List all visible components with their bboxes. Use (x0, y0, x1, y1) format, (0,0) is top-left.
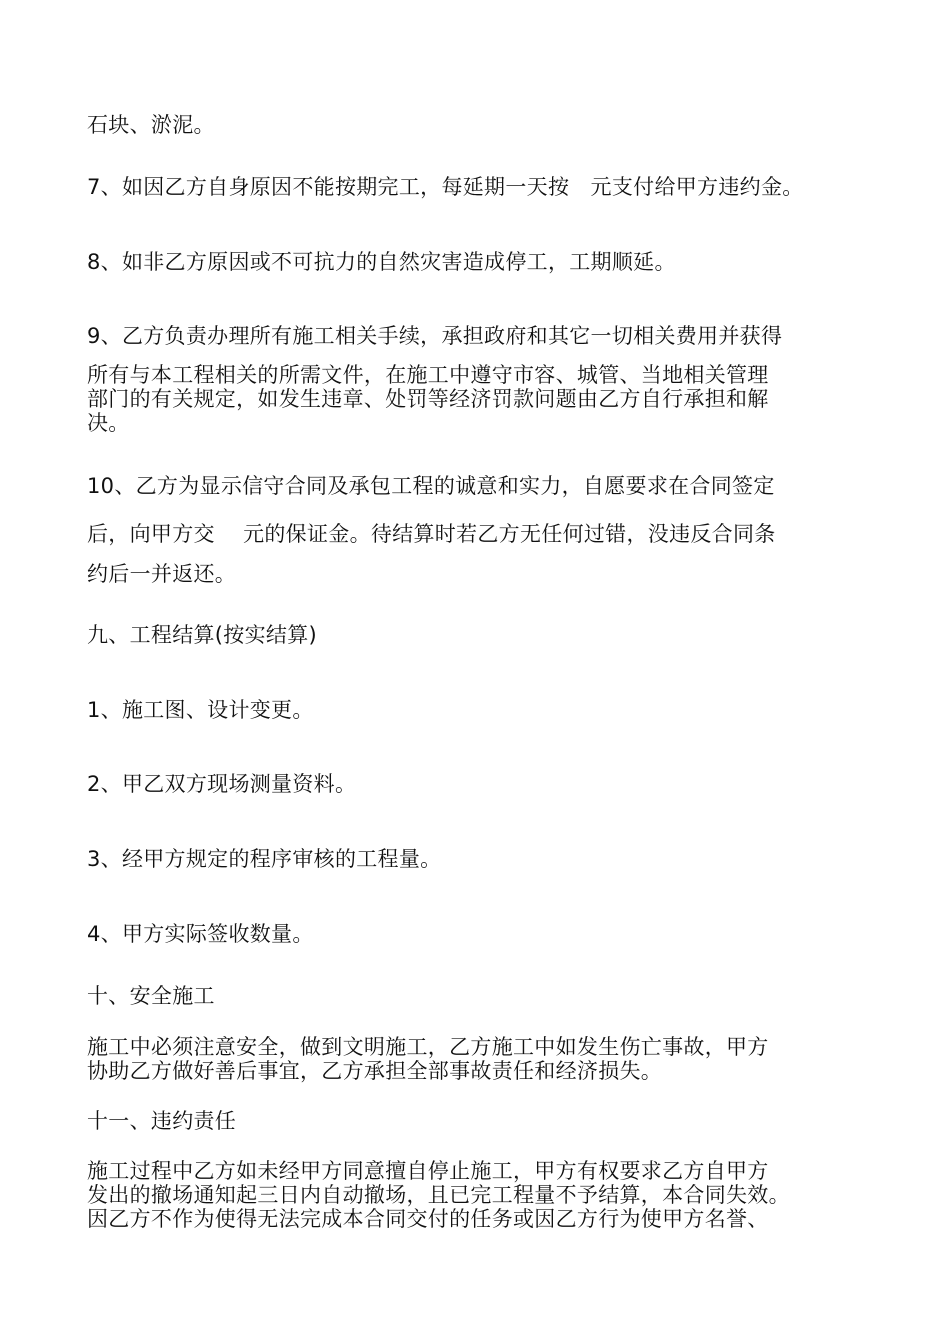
text-line: 后，向甲方交 元的保证金。待结算时若乙方无任何过错，没违反合同条 (87, 522, 776, 546)
text-line: 石块、淤泥。 (87, 113, 215, 137)
clause-7: 7、如因乙方自身原因不能按期完工，每延期一天按 元支付给甲方违约金。 (87, 175, 804, 199)
list-item: 1、施工图、设计变更。 (87, 698, 314, 722)
section-heading-settlement: 九、工程结算(按实结算) (87, 623, 317, 647)
text-line: 施工过程中乙方如未经甲方同意擅自停止施工，甲方有权要求乙方自甲方 (87, 1159, 769, 1183)
text-line: 协助乙方做好善后事宜，乙方承担全部事故责任和经济损失。 (87, 1059, 663, 1083)
text-line: 施工中必须注意安全，做到文明施工，乙方施工中如发生伤亡事故，甲方 (87, 1035, 769, 1059)
clause-10: 10、乙方为显示信守合同及承包工程的诚意和实力，自愿要求在合同签定 (87, 474, 775, 498)
text-line: 决。 (87, 411, 130, 435)
text-line: 约后一并返还。 (87, 562, 237, 586)
text-line: 因乙方不作为使得无法完成本合同交付的任务或因乙方行为使甲方名誉、 (87, 1207, 769, 1231)
clause-9: 9、乙方负责办理所有施工相关手续，承担政府和其它一切相关费用并获得 (87, 324, 783, 348)
list-item: 4、甲方实际签收数量。 (87, 922, 314, 946)
text-line: 部门的有关规定，如发生违章、处罚等经济罚款问题由乙方自行承担和解 (87, 387, 769, 411)
list-item: 3、经甲方规定的程序审核的工程量。 (87, 847, 442, 871)
section-heading-breach: 十一、违约责任 (87, 1109, 237, 1133)
text-line: 所有与本工程相关的所需文件，在施工中遵守市容、城管、当地相关管理 (87, 363, 769, 387)
list-item: 2、甲乙双方现场测量资料。 (87, 772, 357, 796)
text-line: 发出的撤场通知起三日内自动撤场，且已完工程量不予结算，本合同失效。 (87, 1183, 790, 1207)
clause-8: 8、如非乙方原因或不可抗力的自然灾害造成停工，工期顺延。 (87, 250, 676, 274)
section-heading-safety: 十、安全施工 (87, 984, 215, 1008)
